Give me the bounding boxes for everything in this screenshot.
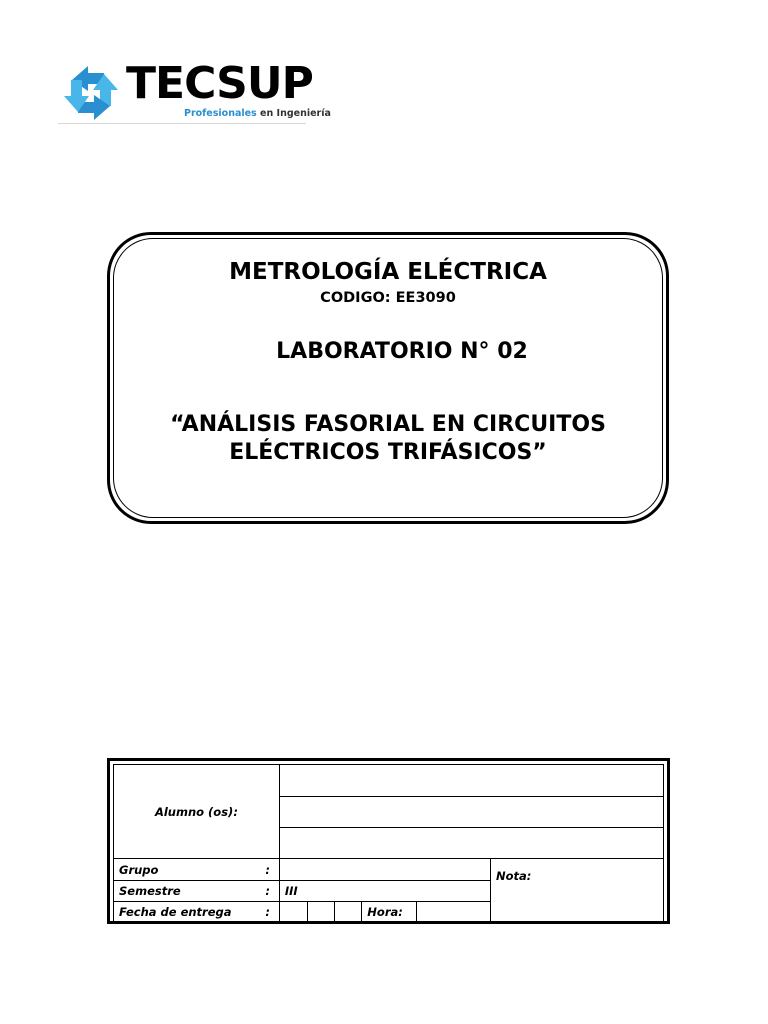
semestre-field[interactable]: III <box>279 881 490 902</box>
alumno-field-2[interactable] <box>279 797 663 828</box>
course-code: CODIGO: EE3090 <box>320 290 456 306</box>
student-info-box <box>107 758 670 924</box>
nota-field[interactable]: Nota: <box>490 859 663 923</box>
logo-tagline-part1: Profesionales <box>184 108 257 119</box>
grupo-field[interactable] <box>279 859 490 881</box>
fecha-month-field[interactable] <box>308 902 335 923</box>
logo-tagline <box>184 109 331 119</box>
student-info-table <box>113 764 664 923</box>
fecha-colon: : <box>265 902 279 923</box>
fecha-year-field[interactable] <box>335 902 362 923</box>
fecha-label: Fecha de entrega <box>114 902 266 923</box>
course-title: METROLOGÍA ELÉCTRICA <box>229 259 547 285</box>
grupo-label: Grupo <box>114 859 266 881</box>
recycle-arrows-icon <box>58 60 124 126</box>
lab-subject-line2: ELÉCTRICOS TRIFÁSICOS” <box>229 440 547 465</box>
logo-wordmark: TECSUP <box>126 58 313 109</box>
tecsup-logo <box>58 58 331 126</box>
logo-tagline-part2: en Ingeniería <box>256 108 331 119</box>
lab-title: LABORATORIO N° 02 <box>276 339 528 364</box>
alumno-field-1[interactable] <box>279 765 663 797</box>
lab-subject-line1: “ANÁLISIS FASORIAL EN CIRCUITOS <box>170 412 606 437</box>
logo-underline <box>58 123 306 124</box>
alumno-field-3[interactable] <box>279 828 663 859</box>
semestre-colon: : <box>265 881 279 902</box>
semestre-label: Semestre <box>114 881 266 902</box>
grupo-colon: : <box>265 859 279 881</box>
hora-label: Hora: <box>362 902 416 923</box>
fecha-day-field[interactable] <box>279 902 307 923</box>
cover-title-box <box>107 232 669 524</box>
hora-field[interactable] <box>416 902 490 923</box>
lab-subject <box>110 411 666 467</box>
alumno-label: Alumno (os): <box>114 765 280 859</box>
